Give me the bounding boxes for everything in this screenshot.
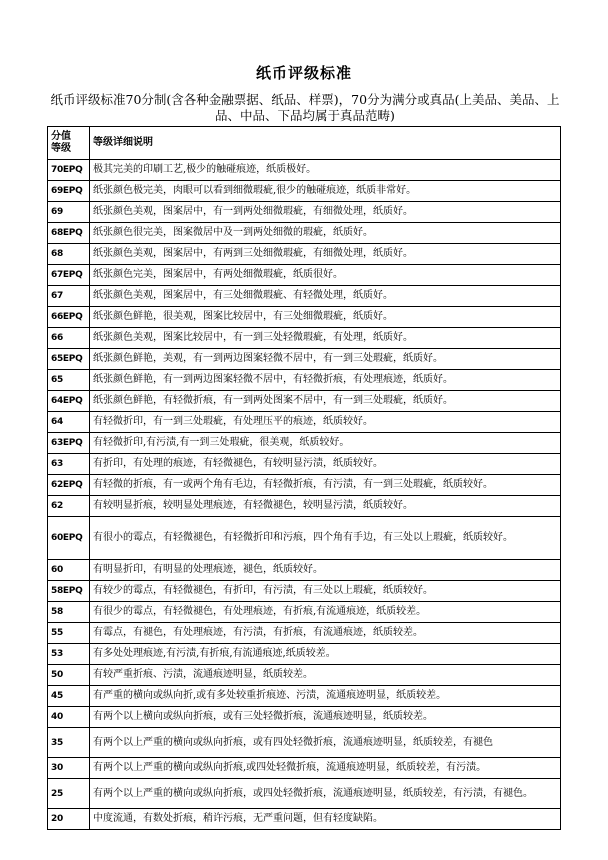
- table-row: [48, 707, 561, 728]
- grade-score: 67EPQ: [48, 265, 90, 286]
- table-row: [48, 433, 561, 454]
- table-row: [48, 560, 561, 581]
- table-row: [48, 202, 561, 223]
- grade-description: 有较严重折痕、污渍，流通痕迹明显，纸质较差。: [90, 665, 561, 686]
- grade-description: 纸张颜色鲜艳，美观，有一到两边图案轻微不居中，有一到三处瑕疵，纸质好。: [90, 349, 561, 370]
- grade-description: 有两个以上严重的横向或纵向折痕,或四处轻微折痕，流通痕迹明显，纸质较差，有污渍。: [90, 758, 561, 779]
- table-row: [48, 454, 561, 475]
- grade-description: 有轻微的折痕，有一或两个角有毛边，有轻微折痕，有污渍，有一到三处瑕疵，纸质较好。: [90, 475, 561, 496]
- grade-score: 70EPQ: [48, 160, 90, 181]
- grade-description: 有霉点，有褪色，有处理痕迹，有污渍，有折痕，有流通痕迹，纸质较差。: [90, 623, 561, 644]
- grade-score: 55: [48, 623, 90, 644]
- table-row: [48, 412, 561, 433]
- grade-score: 64EPQ: [48, 391, 90, 412]
- grade-description: 纸张颜色美观，图案居中，有一到两处细微瑕疵，有细微处理，纸质好。: [90, 202, 561, 223]
- table-row: [48, 779, 561, 809]
- grade-description: 有轻微折印，有一到三处瑕疵，有处理压平的痕迹，纸质较好。: [90, 412, 561, 433]
- grade-description: 极其完美的印刷工艺,极少的触碰痕迹，纸质极好。: [90, 160, 561, 181]
- grade-description: 纸张颜色极完美，肉眼可以看到细微瑕疵,很少的触碰痕迹，纸质非常好。: [90, 181, 561, 202]
- table-row: [48, 728, 561, 758]
- score-column-header: 分值 等级: [48, 127, 90, 160]
- grade-description: 纸张颜色鲜艳，有轻微折痕，有一到两处图案不居中，有一到三处瑕疵，纸质好。: [90, 391, 561, 412]
- table-row: [48, 328, 561, 349]
- table-row: [48, 391, 561, 412]
- grade-score: 66EPQ: [48, 307, 90, 328]
- grade-description: 有两个以上严重的横向或纵向折痕，或四处轻微折痕，流通痕迹明显，纸质较差，有污渍，有褪色。: [90, 779, 561, 809]
- grade-description: 纸张颜色很完美，图案微居中及一到两处细微的瑕疵，纸质好。: [90, 223, 561, 244]
- table-row: [48, 665, 561, 686]
- table-row: [48, 223, 561, 244]
- grade-score: 50: [48, 665, 90, 686]
- table-row: [48, 758, 561, 779]
- grade-score: 63: [48, 454, 90, 475]
- grade-score: 65EPQ: [48, 349, 90, 370]
- grade-score: 69: [48, 202, 90, 223]
- grade-score: 69EPQ: [48, 181, 90, 202]
- grade-description: 有很小的霉点，有轻微褪色，有轻微折印和污痕，四个角有手边，有三处以上瑕疵，纸质较好。: [90, 517, 561, 560]
- table-row: [48, 602, 561, 623]
- table-row: [48, 307, 561, 328]
- grade-score: 35: [48, 728, 90, 758]
- table-row: [48, 623, 561, 644]
- grade-description: 有轻微折印,有污渍,有一到三处瑕疵，很美观，纸质较好。: [90, 433, 561, 454]
- grade-description: 纸张颜色鲜艳，有一到两边图案轻微不居中，有轻微折痕，有处理痕迹，纸质好。: [90, 370, 561, 391]
- grade-description: 有明显折印，有明显的处理痕迹，褪色，纸质较好。: [90, 560, 561, 581]
- document-title: 纸币评级标准: [255, 64, 352, 82]
- table-row: [48, 265, 561, 286]
- table-row: [48, 244, 561, 265]
- grade-description: 有严重的横向或纵向折,或有多处较重折痕迹、污渍，流通痕迹明显，纸质较差。: [90, 686, 561, 707]
- grade-score: 68: [48, 244, 90, 265]
- table-row: [48, 475, 561, 496]
- table-row: [48, 517, 561, 560]
- table-row: [48, 496, 561, 517]
- table-header-row: [48, 127, 561, 160]
- grading-table: [47, 126, 561, 830]
- grade-score: 60EPQ: [48, 517, 90, 560]
- table-row: [48, 160, 561, 181]
- grade-description: 有折印，有处理的痕迹，有轻微褪色，有较明显污渍，纸质较好。: [90, 454, 561, 475]
- grade-score: 62: [48, 496, 90, 517]
- grade-score: 62EPQ: [48, 475, 90, 496]
- grade-score: 20: [48, 809, 90, 830]
- grade-description: 有很少的霉点，有轻微褪色，有处理痕迹，有折痕,有流通痕迹，纸质较差。: [90, 602, 561, 623]
- grade-description: 有两个以上横向或纵向折痕，或有三处轻微折痕，流通痕迹明显，纸质较差。: [90, 707, 561, 728]
- grade-description: 有两个以上严重的横向或纵向折痕，或有四处轻微折痕，流通痕迹明显，纸质较差，有褪色: [90, 728, 561, 758]
- grade-score: 67: [48, 286, 90, 307]
- table-row: [48, 286, 561, 307]
- description-column-header: 等级详细说明: [90, 127, 561, 160]
- grade-description: 有多处处理痕迹,有污渍,有折痕,有流通痕迹,纸质较差。: [90, 644, 561, 665]
- grade-score: 58EPQ: [48, 581, 90, 602]
- grade-score: 64: [48, 412, 90, 433]
- table-row: [48, 644, 561, 665]
- grade-score: 25: [48, 779, 90, 809]
- table-row: [48, 370, 561, 391]
- grade-description: 纸张颜色美观，图案居中，有三处细微瑕疵、有轻微处理，纸质好。: [90, 286, 561, 307]
- grade-score: 53: [48, 644, 90, 665]
- table-row: [48, 686, 561, 707]
- grade-score: 40: [48, 707, 90, 728]
- grade-score: 60: [48, 560, 90, 581]
- table-row: [48, 349, 561, 370]
- table-row: [48, 809, 561, 830]
- table-row: [48, 581, 561, 602]
- grade-score: 68EPQ: [48, 223, 90, 244]
- grade-description: 纸张颜色美观，图案居中，有两到三处细微瑕疵，有细微处理，纸质好。: [90, 244, 561, 265]
- grade-description: 纸张颜色美观，图案比较居中，有一到三处轻微瑕疵，有处理，纸质好。: [90, 328, 561, 349]
- grade-description: 有较少的霉点，有轻微褪色，有折印，有污渍，有三处以上瑕疵，纸质较好。: [90, 581, 561, 602]
- grade-score: 66: [48, 328, 90, 349]
- grade-description: 中度流通，有数处折痕，稍许污痕，无严重问题，但有轻度缺陷。: [90, 809, 561, 830]
- table-row: [48, 181, 561, 202]
- grade-score: 30: [48, 758, 90, 779]
- grade-description: 纸张颜色鲜艳，很美观，图案比较居中，有三处细微瑕疵，纸质好。: [90, 307, 561, 328]
- document-subtitle: 纸币评级标准70分制(含各种金融票据、纸品、样票)，70分为满分或真品(上美品、美品、上品、中品、下品均属于真品范畴): [50, 92, 560, 123]
- grade-score: 65: [48, 370, 90, 391]
- grade-description: 纸张颜色完美，图案居中，有两处细微瑕疵，纸质很好。: [90, 265, 561, 286]
- grade-score: 63EPQ: [48, 433, 90, 454]
- grade-score: 58: [48, 602, 90, 623]
- grade-score: 45: [48, 686, 90, 707]
- grade-description: 有较明显折痕，较明显处理痕迹，有轻微褪色，较明显污渍，纸质较好。: [90, 496, 561, 517]
